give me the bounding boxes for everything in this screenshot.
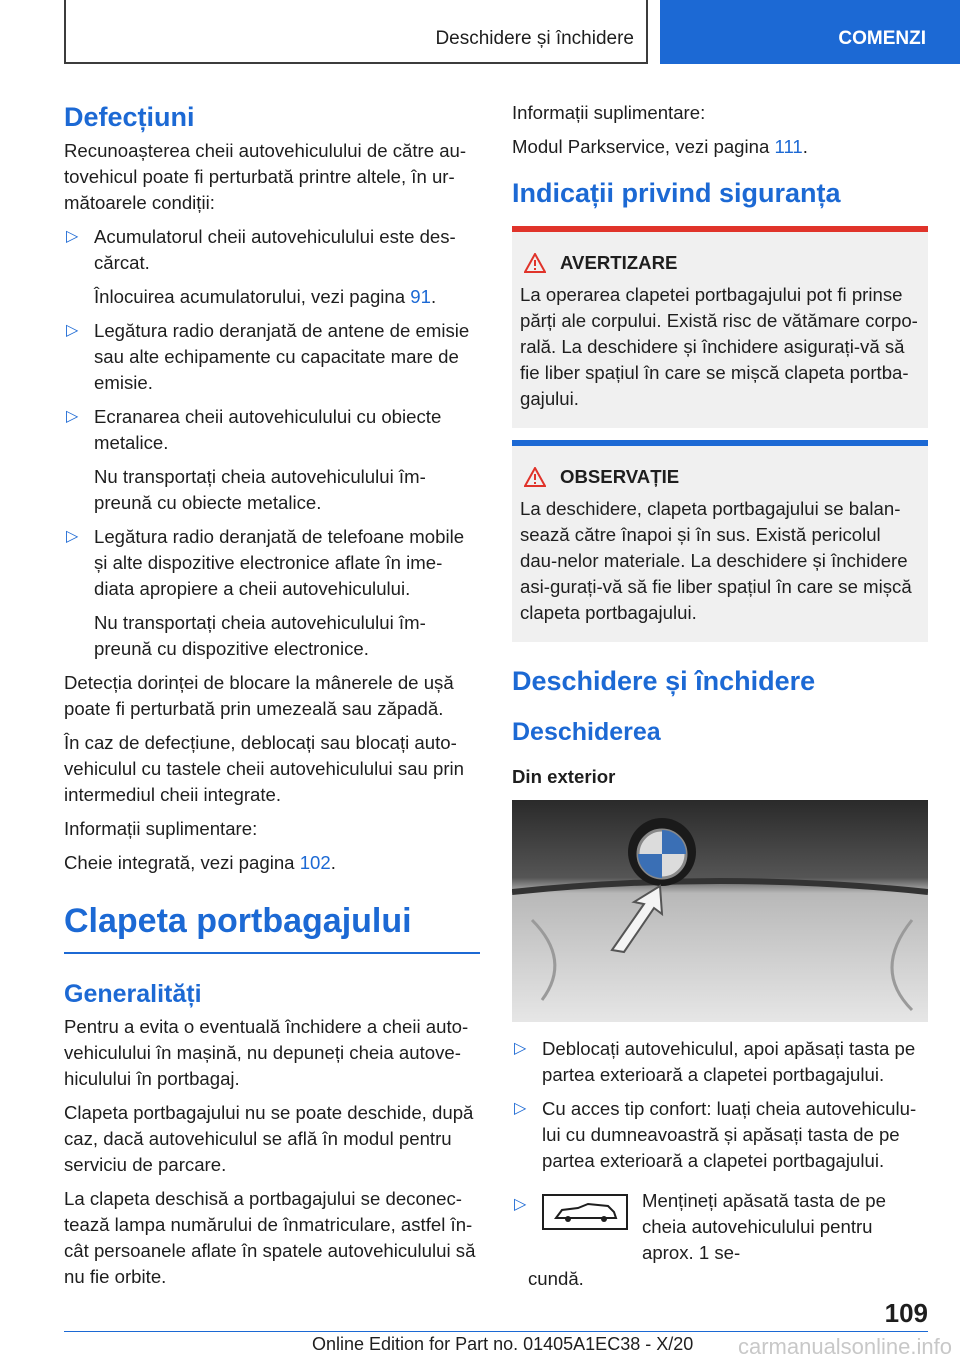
heading-siguranta: Indicații privind siguranța — [512, 178, 841, 208]
warning-text: La operarea clapetei portbagajului pot fi prinse părți ale corpului. Există risc de vătămare corpo-rală. La deschidere și închidere asigurați-vă să fie liber spațiul în care se mișcă clapeta portba-gajului. — [520, 284, 918, 409]
bullet-triangle-icon: ▷ — [66, 228, 79, 245]
list-item — [512, 1096, 928, 1174]
bullet-text: Mențineți apăsată tasta de pe cheia autovehiculului pentru aprox. 1 se- — [642, 1190, 886, 1263]
bullet-text: Ecranarea cheii autovehiculului cu obiecte metalice. — [94, 406, 442, 453]
bullet-triangle-icon: ▷ — [66, 322, 79, 339]
header-section-title: Deschidere și închidere — [435, 28, 634, 49]
bullet-text: Acumulatorul cheii autovehiculului este des-cărcat. — [94, 226, 456, 273]
paragraph-locking: Detecția dorinței de blocare la mânerele de ușă poate fi perturbată prin umezeală sau zăpadă. — [64, 672, 454, 719]
warning-triangle-icon — [524, 467, 546, 487]
bullet-triangle-icon: ▷ — [514, 1196, 527, 1213]
paragraph-defect: În caz de defecțiune, deblocați sau blocați auto-vehiculul cu tastele cheii autovehiculului sau prin intermediul cheii integrate. — [64, 732, 465, 805]
paragraph-gen-2: Clapeta portbagajului nu se poate deschide, după caz, dacă autovehiculul se află în modul pentru serviciu de parcare. — [64, 1102, 474, 1175]
right-column — [512, 100, 928, 1300]
edition-text: Online Edition for Part no. 01405A1EC38 - X/20 — [312, 1334, 694, 1354]
warning-triangle-icon — [524, 253, 546, 273]
bullet-subtext: Nu transportați cheia autovehiculului îm-preună cu dispozitive electronice. — [94, 612, 426, 659]
notice-title-row — [520, 464, 920, 490]
subtext-suffix: . — [430, 286, 437, 307]
bullet-subtext — [64, 284, 480, 310]
bullet-text-continuation: cundă. — [528, 1268, 584, 1289]
car-trunk-key-icon — [542, 1194, 628, 1230]
info-label: Informații suplimentare: — [64, 818, 258, 839]
list-item — [512, 1036, 928, 1088]
info-suffix: . — [330, 852, 336, 873]
paragraph-gen-3: La clapeta deschisă a portbagajului se deconec-tează lampa numărului de înmatriculare, astfel în-cât persoanele aflate în spatele autovehiculului să nu fie orbite. — [64, 1188, 476, 1287]
list-item — [64, 318, 480, 396]
header-tab-label: COMENZI — [838, 28, 926, 49]
bullet-subtext: Nu transportați cheia autovehiculului îm-preună cu obiecte metalice. — [94, 466, 426, 513]
bullet-text: Cu acces tip confort: luați cheia autovehiculu-lui cu dumneavoastră și apăsați tasta de pe partea exterioară a clapetei portbagajului. — [542, 1098, 917, 1171]
page-number: 109 — [884, 1298, 928, 1328]
warning-title-row — [520, 250, 920, 276]
bullet-text: Legătura radio deranjată de telefoane mobile și alte dispozitive electronice aflate în ime-diata apropiere a cheii autovehiculului. — [94, 526, 465, 599]
paragraph-gen-1: Pentru a evita o eventuală închidere a cheii auto-vehiculului în mașină, nu depuneți cheia autove-hiculului în portbagaj. — [64, 1016, 469, 1089]
bullet-triangle-icon: ▷ — [514, 1100, 527, 1117]
bullet-triangle-icon: ▷ — [514, 1040, 527, 1057]
list-item — [64, 524, 480, 602]
heading-deschiderea: Deschiderea — [512, 718, 661, 746]
bullet-triangle-icon: ▷ — [66, 408, 79, 425]
footer-divider — [64, 1331, 928, 1332]
notice-text: La deschidere, clapeta portbagajului se balan-sează către înapoi și în sus. Există pericolul dau-nelor materiale. La deschidere și închidere asi-gurați-vă să fie liber spațiul în care se mișcă clapeta portbagajului. — [520, 498, 912, 623]
page-link-102[interactable]: 102 — [299, 852, 331, 873]
header-tab-comenzi[interactable] — [660, 0, 960, 64]
list-item — [64, 224, 480, 276]
info-prefix: Cheie integrată, vezi pagina — [64, 852, 300, 873]
info-line — [64, 850, 480, 876]
heading-clapeta: Clapeta portbagajului — [64, 902, 412, 940]
header-section-box — [64, 0, 648, 64]
page-link-111[interactable]: 111 — [774, 136, 803, 157]
heading-deschidere-inchidere: Deschidere și închidere — [512, 666, 816, 696]
trunk-button-photo — [512, 800, 928, 1022]
info-label: Informații suplimentare: — [512, 102, 706, 123]
bullet-text: Legătura radio deranjată de antene de emisie sau alte echipamente cu capacitate mare de emisie. — [94, 320, 470, 393]
notice-box — [512, 440, 928, 642]
notice-title: OBSERVAȚIE — [560, 466, 680, 487]
list-item — [512, 1188, 928, 1292]
page-link-91[interactable]: 91 — [410, 286, 431, 307]
heading-defectiuni: Defecțiuni — [64, 102, 195, 132]
heading-generalitati: Generalități — [64, 980, 202, 1008]
info-prefix: Modul Parkservice, vezi pagina — [512, 136, 775, 157]
list-item — [64, 404, 480, 456]
subtext-prefix: Înlocuirea acumulatorului, vezi pagina — [94, 286, 411, 307]
intro-paragraph: Recunoașterea cheii autovehiculului de către au-tovehicul poate fi perturbată printre altele, în ur-mătoarele condiții: — [64, 140, 467, 213]
info-suffix: . — [802, 136, 808, 157]
left-column — [64, 100, 480, 1298]
warning-title: AVERTIZARE — [560, 252, 678, 273]
watermark: carmanualsonline.info — [737, 1334, 952, 1359]
info-line — [512, 134, 928, 160]
bullet-text: Deblocați autovehiculul, apoi apăsați tasta pe partea exterioară a clapetei portbagajului. — [542, 1038, 916, 1085]
heading-divider — [64, 952, 480, 954]
subheading-din-exterior: Din exterior — [512, 766, 616, 787]
warning-box — [512, 226, 928, 428]
bullet-triangle-icon: ▷ — [66, 528, 79, 545]
